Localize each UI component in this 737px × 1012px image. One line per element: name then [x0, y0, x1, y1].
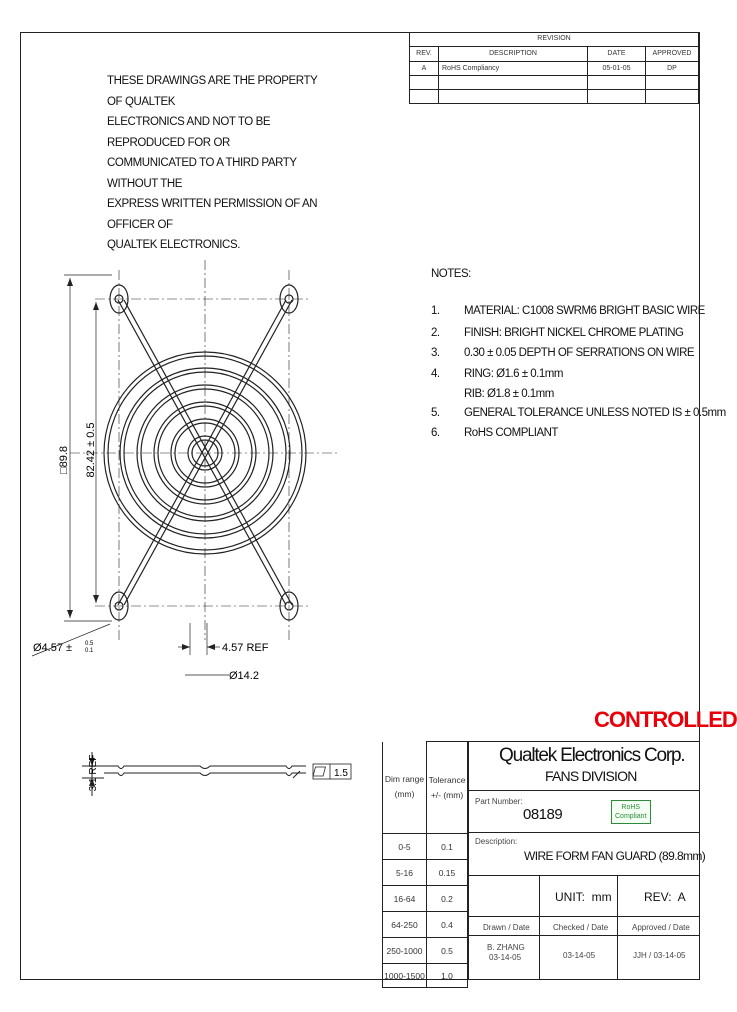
revision-table [409, 32, 699, 104]
note-3 [431, 347, 440, 359]
approved-label: Approved / Date [632, 923, 690, 932]
part-number: 08189 [523, 806, 563, 823]
notice-line: QUALTEK ELECTRONICS. [107, 239, 241, 251]
tol-value: 0.15 [427, 860, 468, 886]
tol-value: 0.4 [427, 912, 468, 938]
note-5-text: GENERAL TOLERANCE UNLESS NOTED IS ± 0.5mm [464, 407, 726, 419]
tolerance-table [382, 741, 468, 988]
rohs-badge-line2: Compliant [615, 813, 647, 820]
notice-line: ELECTRONICS AND NOT TO BE REPRODUCED FOR OR [107, 116, 271, 149]
dim-hole: Ø4.57 ± [33, 642, 73, 654]
note-4b-text: RIB: Ø1.8 ± 0.1mm [464, 388, 554, 400]
tol-range: 5-16 [383, 860, 427, 886]
tol-range: 64-250 [383, 912, 427, 938]
division-name: FANS DIVISION [545, 768, 637, 784]
note-5 [431, 407, 440, 419]
note-3-text: 0.30 ± 0.05 DEPTH OF SERRATIONS ON WIRE [464, 347, 695, 359]
drawn-label: Drawn / Date [483, 923, 530, 932]
note-num: 6. [431, 427, 440, 439]
description-text: WIRE FORM FAN GUARD (89.8mm) [524, 849, 706, 863]
dim-center-dia: Ø14.2 [229, 670, 259, 682]
rev-header-approved: APPROVED [646, 46, 699, 61]
approved-value: JJH / 03-14-05 [633, 951, 686, 960]
tol-header-dim: Dim range (mm) [383, 742, 427, 834]
note-num: 2. [431, 327, 440, 339]
tol-value: 0.5 [427, 938, 468, 964]
rev-header-date: DATE [588, 46, 646, 61]
notice-line: COMMUNICATED TO A THIRD PARTY WITHOUT THE [107, 157, 297, 190]
tol-header-tol: Tolerance +/- (mm) [427, 742, 468, 834]
rev-cell: RoHS Compliancy [439, 61, 588, 75]
company-name: Qualtek Electronics Corp. [499, 745, 685, 766]
dim-thickness: 3.1 REF [88, 754, 99, 792]
rev-header-desc: DESCRIPTION [439, 46, 588, 61]
tol-value: 0.1 [427, 834, 468, 860]
notice-line: EXPRESS WRITTEN PERMISSION OF AN OFFICER OF [107, 198, 318, 231]
title-block [468, 741, 706, 980]
fan-guard-drawing [0, 0, 380, 792]
dim-center-ref: 4.57 REF [222, 642, 269, 654]
unit-label: UNIT: mm [555, 890, 612, 904]
note-2-text: FINISH: BRIGHT NICKEL CHROME PLATING [464, 327, 684, 339]
revision-title: REVISION [410, 32, 699, 46]
dim-hole-tol-plus: 0.5 [85, 641, 94, 647]
description-label: Description: [475, 837, 518, 846]
tol-value: 0.2 [427, 886, 468, 912]
part-number-label: Part Number: [475, 797, 523, 806]
rohs-badge-line1: RoHS [621, 804, 641, 811]
note-4 [431, 368, 440, 380]
tol-range: 16-64 [383, 886, 427, 912]
note-num: 5. [431, 407, 440, 419]
rev-header-rev: REV. [410, 46, 439, 61]
note-1 [431, 305, 440, 317]
note-4-text: RING: Ø1.6 ± 0.1mm [464, 368, 563, 380]
rev-label: REV: A [644, 890, 686, 904]
controlled-stamp: CONTROLLED [594, 707, 737, 732]
note-num: 3. [431, 347, 440, 359]
dim-hole-pitch: 82.42 ± 0.5 [85, 422, 97, 478]
drawn-date: 03-14-05 [489, 953, 522, 962]
dim-hole-tol-minus: 0.1 [85, 648, 94, 654]
rev-cell: A [410, 61, 439, 75]
flatness-value: 1.5 [334, 768, 348, 779]
notice-line: THESE DRAWINGS ARE THE PROPERTY OF QUALTEK [107, 75, 318, 108]
checked-value: 03-14-05 [563, 951, 596, 960]
tol-range: 0-5 [383, 834, 427, 860]
rohs-badge [611, 800, 651, 824]
checked-label: Checked / Date [553, 923, 609, 932]
note-6-text: RoHS COMPLIANT [464, 427, 558, 439]
note-num: 1. [431, 305, 440, 317]
note-6 [431, 427, 440, 439]
tol-value: 1.0 [427, 964, 468, 988]
note-2 [431, 327, 440, 339]
tol-range: 250-1000 [383, 938, 427, 964]
note-1-text: MATERIAL: C1008 SWRM6 BRIGHT BASIC WIRE [464, 305, 705, 317]
dim-outer: □89.8 [58, 445, 70, 475]
rev-cell: DP [646, 61, 699, 75]
tol-range: 1000-1500 [383, 964, 427, 988]
notes-heading: NOTES: [431, 268, 471, 280]
note-num: 4. [431, 368, 440, 380]
drawn-by: B. ZHANG [487, 943, 525, 952]
rev-cell: 05-01-05 [588, 61, 646, 75]
